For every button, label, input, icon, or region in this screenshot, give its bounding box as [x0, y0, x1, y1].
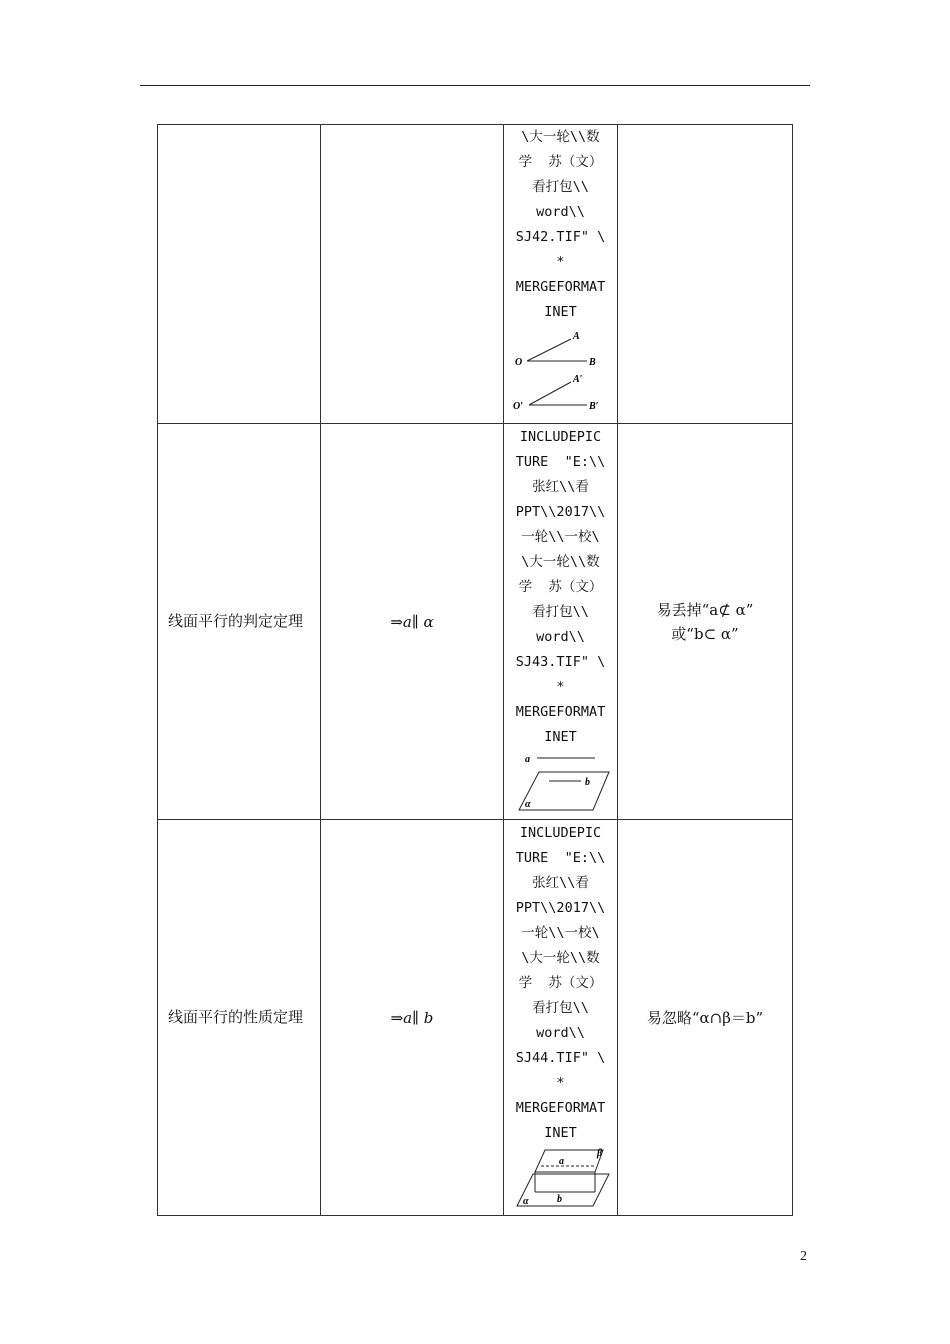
field-code-line: 一轮\\一校\: [521, 925, 600, 941]
condition-text: ⇒a∥ α: [390, 612, 434, 631]
field-code-line: TURE "E:\\: [515, 850, 606, 866]
field-code-line: \大一轮\\数: [521, 950, 600, 966]
field-code-text: [504, 425, 617, 750]
label-alpha: α: [524, 799, 531, 810]
field-code-cell: [504, 125, 618, 424]
condition-cell: [321, 424, 504, 820]
field-code-line: INCLUDEPIC: [519, 429, 602, 445]
table-row: [158, 125, 793, 424]
field-code-line: 看打包\\: [532, 1000, 589, 1016]
field-code-line: INET: [544, 729, 577, 745]
field-code-line: 张红\\看: [532, 875, 589, 891]
label-b: b: [556, 1194, 562, 1205]
field-code-line: \大一轮\\数: [521, 129, 600, 145]
field-code-line: 看打包\\: [532, 179, 589, 195]
label-beta: β: [596, 1148, 602, 1159]
field-code-line: MERGEFORMAT: [515, 1100, 606, 1116]
field-code-line: word\\: [536, 204, 585, 220]
field-code-line: *: [556, 679, 565, 695]
theorem-table: [157, 124, 793, 1216]
note-cell: [618, 424, 793, 820]
field-code-line: SJ43.TIF" \: [515, 654, 606, 670]
note-line-2: 或“b⊂ α”: [671, 624, 739, 643]
label-b: b: [584, 777, 590, 788]
theorem-name: 线面平行的判定定理: [168, 612, 304, 630]
line-plane-parallel-figure: [511, 752, 611, 814]
note-line-1: 易忽略“α∩β＝b”: [646, 1008, 764, 1027]
table-row: [158, 424, 793, 820]
condition-cell: [321, 820, 504, 1216]
field-code-line: 学 苏（文）: [518, 579, 603, 595]
label-A-prime: A′: [572, 374, 582, 385]
field-code-line: 学 苏（文）: [518, 154, 603, 170]
field-code-line: PPT\\2017\\: [515, 504, 606, 520]
note-cell: [618, 125, 793, 424]
table-row: [158, 820, 793, 1216]
label-B-prime: B′: [588, 401, 598, 412]
label-O-prime: O′: [512, 401, 523, 412]
label-alpha: α: [522, 1196, 529, 1207]
label-A: A: [572, 331, 580, 342]
field-code-line: INET: [544, 1125, 577, 1141]
page-number: 2: [800, 1249, 807, 1264]
field-code-line: SJ44.TIF" \: [515, 1050, 606, 1066]
field-code-line: 学 苏（文）: [518, 975, 603, 991]
field-code-line: 看打包\\: [532, 604, 589, 620]
field-code-line: INCLUDEPIC: [519, 825, 602, 841]
field-code-line: word\\: [536, 629, 585, 645]
field-code-cell: [504, 424, 618, 820]
label-O: O: [514, 357, 522, 368]
field-code-text: [504, 821, 617, 1146]
field-code-text: [504, 125, 617, 325]
note-cell: [618, 820, 793, 1216]
field-code-cell: [504, 820, 618, 1216]
theorem-cell: [158, 820, 321, 1216]
field-code-line: 一轮\\一校\: [521, 529, 600, 545]
field-code-line: INET: [544, 304, 577, 320]
header-rule: [140, 85, 810, 86]
condition-cell: [321, 125, 504, 424]
plane-intersection-figure: [511, 1148, 611, 1210]
label-a: a: [524, 754, 530, 765]
field-code-line: *: [556, 1075, 565, 1091]
theorem-cell: [158, 125, 321, 424]
field-code-line: MERGEFORMAT: [515, 704, 606, 720]
field-code-line: TURE "E:\\: [515, 454, 606, 470]
condition-text: ⇒a∥ b: [390, 1008, 434, 1027]
label-B: B: [588, 357, 596, 368]
angle-figure: [511, 327, 611, 417]
field-code-line: \大一轮\\数: [521, 554, 600, 570]
field-code-line: 张红\\看: [532, 479, 589, 495]
label-a: a: [558, 1156, 564, 1167]
field-code-line: MERGEFORMAT: [515, 279, 606, 295]
field-code-line: PPT\\2017\\: [515, 900, 606, 916]
field-code-line: word\\: [536, 1025, 585, 1041]
theorem-cell: [158, 424, 321, 820]
field-code-line: *: [556, 254, 565, 270]
field-code-line: SJ42.TIF" \: [515, 229, 606, 245]
theorem-name: 线面平行的性质定理: [168, 1008, 304, 1026]
note-line-1: 易丢掉“a⊄ α”: [656, 600, 754, 619]
